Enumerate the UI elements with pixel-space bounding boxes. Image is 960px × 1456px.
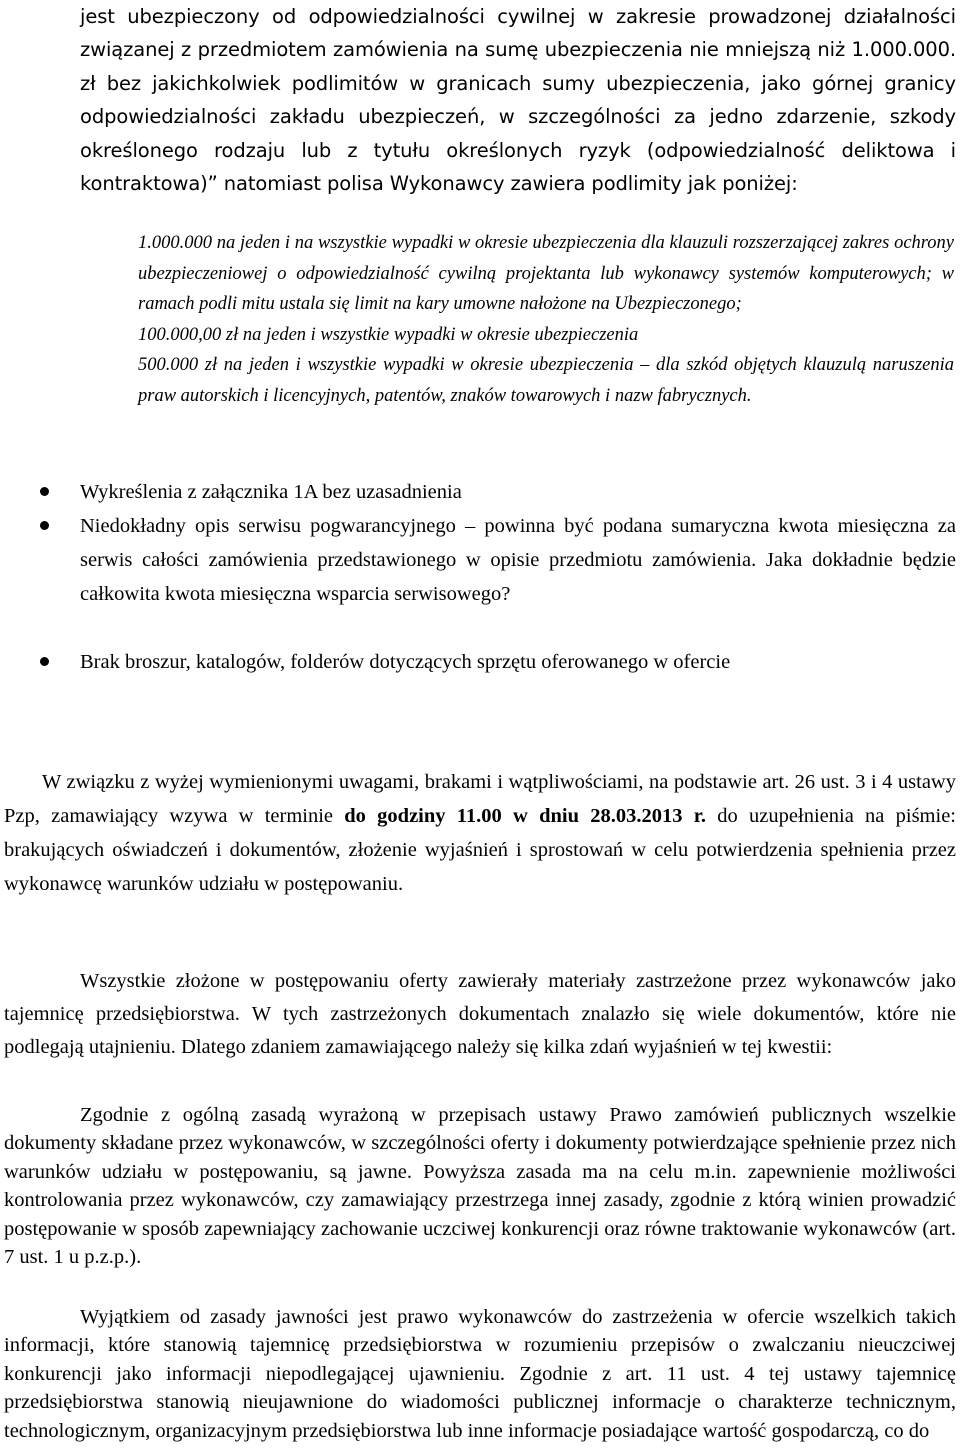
insurance-requirement-paragraph: jest ubezpieczony od odpowiedzialności cywilnej w zakresie prowadzonej działalności związanej z przedmiotem zamówienia na sumę ubezpieczenia nie mniejszą niż 1.000.000. zł bez jakichkolwiek podlimitów w granicach sumy ubezpieczenia, jako górnej granicy odpowiedzialności zakładu ubezpieczeń, w szczególności za jedno zdarzenie, szkody określonego rodzaju lub z tytułu określonych ryzyk (odpowiedzialność deliktowa i kontraktowa)” natomiast polisa Wykonawcy zawiera podlimity jak poniżej:: [80, 5, 956, 196]
secrets-paragraph: Wszystkie złożone w postępowaniu oferty zawierały materiały zastrzeżone przez wykonawców jako tajemnicę przedsiębiorstwa. W tych zastrzeżonych dokumentach znalazło się wiele dokumentów, które nie podlegają utajnieniu. Dlatego zdaniem zamawiającego należy się kilka zdań wyjaśnień w tej kwestii:: [4, 969, 956, 1059]
bullet-text: Niedokładny opis serwisu pogwarancyjnego – powinna być podana sumaryczna kwota miesięczna za serwis całości zamówienia przedstawionego w opisie przedmiotu zamówienia. Jaka dokładnie będzie całkowita kwota miesięczna wsparcia serwisowego?: [80, 515, 956, 605]
sublimit-item: 500.000 zł na jeden i wszystkie wypadki w okresie ubezpieczenia – dla szkód objętych klauzulą naruszenia praw autorskich i licencyjnych, patentów, znaków towarowych i nazw fabrycznych.: [138, 355, 954, 406]
bullet-text: Brak broszur, katalogów, folderów dotyczących sprzętu oferowanego w ofercie: [80, 651, 731, 673]
exception-paragraph: Wyjątkiem od zasady jawności jest prawo wykonawców do zastrzeżenia w ofercie wszelkich takich informacji, które stanowią tajemnicę przedsiębiorstwa w rozumieniu przepisów o zwalczaniu nieuczciwej konkurencji jako informacji niepodlegającej ujawnieniu. Zgodnie z art. 11 ust. 4 tej ustawy tajemnicę przedsiębiorstwa stanowią nieujawnione do wiadomości publicznej informacje o charakterze technicznym, technologicznym, organizacyjnym przedsiębiorstwa lub inne informacje posiadające wartość gospodarczą, co do: [4, 1305, 956, 1442]
bullet-dot-icon: [40, 521, 49, 530]
sublimit-item: 100.000,00 zł na jeden i wszystkie wypadki w okresie ubezpieczenia: [138, 324, 639, 345]
sublimits-list: [138, 228, 954, 412]
bullet-dot-icon: [40, 657, 49, 666]
bullet-text: Wykreślenia z załącznika 1A bez uzasadnienia: [80, 481, 462, 503]
bullet-dot-icon: [40, 487, 49, 496]
principle-paragraph: Zgodnie z ogólną zasadą wyrażoną w przepisach ustawy Prawo zamówień publicznych wszelkie dokumenty składane przez wykonawców, w szczególności oferty i dokumenty potwierdzające spełnienie przez nich warunków udziału w postępowaniu, są jawne. Powyższa zasada ma na celu m.in. zapewnienie możliwości kontrolowania przez wykonawców, czy zamawiający przestrzega innej zasady, zgodnie z którą winien prowadzić postępowanie w sposób zapewniający zachowanie uczciwej konkurencji oraz równe traktowanie wykonawców (art. 7 ust. 1 u p.z.p.).: [4, 1103, 956, 1269]
sublimit-item: 1.000.000 na jeden i na wszystkie wypadki w okresie ubezpieczenia dla klauzuli rozszerzającej zakres ochrony ubezpieczeniowej o odpowiedzialność cywilną projektanta lub wykonawcy systemów komputerowych; w ramach podli mitu ustala się limit na kary umowne nałożone na Ubezpieczonego;: [138, 233, 954, 315]
request-paragraph: W związku z wyżej wymienionymi uwagami, brakami i wątpliwościami, na podstawie art. 26 ust. 3 i 4 ustawy Pzp, zamawiający wzywa w terminie do godziny 11.00 w dniu 28.03.2013 r. do uzupełnienia na piśmie: brakujących oświadczeń i dokumentów, złożenie wyjaśnień i sprostowań w celu potwierdzenia spełnienia przez wykonawcę warunków udziału w postępowaniu.: [4, 770, 956, 895]
deadline: do godziny 11.00 w dniu 28.03.2013 r.: [344, 804, 707, 827]
